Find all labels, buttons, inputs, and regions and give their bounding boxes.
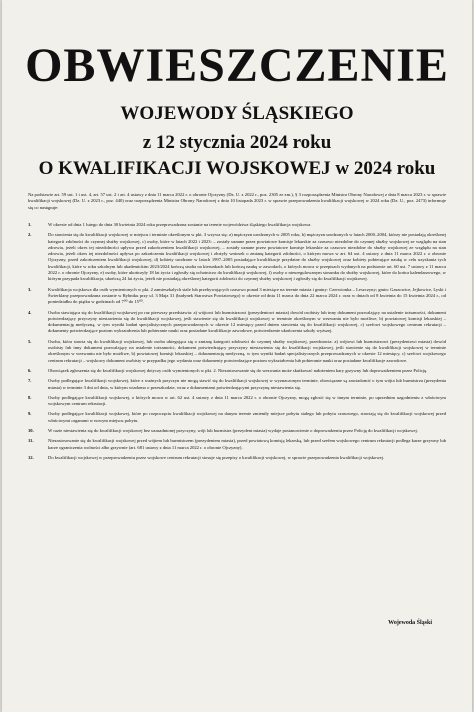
item-number: 5. bbox=[28, 338, 32, 344]
item-number: 3. bbox=[28, 286, 32, 292]
list-item bbox=[28, 368, 446, 374]
item-text: W razie niestawienia się do kwalifikacji wojskowej bez uzasadnionej przyczyny, wójt lub burmistrz (prezydent miasta) wydaje postanowienie o doprowadzeniu przez Policję do kwalifikacji wojskowej. bbox=[48, 428, 418, 434]
issuer-heading: WOJEWODY ŚLĄSKIEGO bbox=[120, 103, 354, 124]
item-text: Osoby podlegające kwalifikacji wojskowej, które po rozpoczęciu kwalifikacji wojskowej na danym terenie zmieniły miejsce pobytu stałego lub pobytu czasowego, stawiają się do kwalifikacji wojskowej przed właściwymi organami w nowym miejscu pobytu. bbox=[48, 411, 446, 423]
list-item bbox=[28, 222, 446, 228]
list-item bbox=[28, 287, 446, 306]
list-item bbox=[28, 232, 446, 282]
item-text: Osoby podlegające kwalifikacji wojskowej, które z ważnych przyczyn nie mogą stawić się do kwalifikacji wojskowej w wyznaczonym terminie, obowiązane są zawiadomić o tym wójta lub burmistrza (prezydenta miasta) w terminie 3 dni od dnia, w którym wiadomo o przeszkodzie, wraz z dokumentami potwierdzającymi przyczynę niestawienia się. bbox=[48, 378, 446, 390]
list-item bbox=[28, 310, 446, 335]
list-item bbox=[28, 378, 446, 391]
item-text: Do kwalifikacji wojskowej w przeprowadzeniu przez wojskowe centrum rekrutacji stosuje się przepisy o kwalifikacji wojskowej, w sprawie przeprowadzenia kwalifikacji wojskowej. bbox=[48, 454, 385, 460]
numbered-list bbox=[28, 222, 446, 461]
item-number: 9. bbox=[28, 411, 32, 417]
list-item bbox=[28, 395, 446, 408]
item-number: 4. bbox=[28, 309, 32, 315]
item-number: 12. bbox=[28, 454, 34, 460]
item-number: 8. bbox=[28, 394, 32, 400]
item-text: Niezastosowanie się do kwalifikacji wojskowej przed wójtem lub burmistrzem (prezydentem miasta), przed powiatową komisją lekarską, lub przed szefem wojskowego centrum rekrutacji podlega karze grzywny lub karze ograniczenia wolności albo grzywnie (art. 681 ustawy z dnia 11 marca 2022 r. o obronie Ojczyzny). bbox=[48, 438, 446, 450]
item-text: Osoby podlegające kwalifikacji wojskowej, o których mowa w art. 62 ust. 4 ustawy z dnia 11 marca 2022 r. o obronie Ojczyzny, mogą zgłosić się w innym terminie, po uprzednim uzgodnieniu z właściwym wojskowym centrum rekrutacji. bbox=[48, 394, 446, 407]
item-text: Osoba stawiająca się do kwalifikacji wojskowej po raz pierwszy przedstawia: a) wójtowi lub burmistrzowi (prezydentowi miasta) dowód osobisty lub inny dokument pozwalający na ustalenie tożsamości, dokument potwierdzający przyczyny niestawienia się do kwalifikacji wojskowej, jeśli stawienie się do kwalifikacji wojskowej w terminie określonym w wezwaniu nie było możliwe, b) powiatowej komisji lekarskiej – dokumentację medyczną, w tym wyniki badań specjalistycznych przeprowadzonych w okresie 12 miesięcy przed dniem stawienia się do kwalifikacji wojskowej, c) szefowi wojskowego centrum rekrutacji – dokumenty potwierdzające poziom wykształcenia lub pobieranie nauki oraz posiadane kwalifikacje zawodowe, potwierdzenie ukończenia szkoły wyższej. bbox=[48, 309, 446, 334]
notice-title: OBWIESZCZENIE bbox=[25, 39, 449, 92]
date-heading: z 12 stycznia 2024 roku bbox=[142, 132, 332, 153]
item-text: Kwalifikacja wojskowa dla osób wymienionych w pkt. 2 zamieszkałych stale lub przebywających czasowo ponad 3 miesiące na terenie miasta i gminy: Czerwionka – Leszczyny; gmin: Gaszowice, Jejkowice, Lyski i Świerklany przeprowadzana zostanie w Rybniku przy ul. 3 Maja 31 (budynek Starostwa Powiatowego) w okresie od dnia 11 marca do dnia 22 marca 2024 r. oraz w dniach od 8 kwietnia do 15 kwietnia 2024 r., od poniedziałku do piątku w godzinach od 7⁰⁰ do 15⁰⁰. bbox=[48, 286, 446, 305]
signature: Wojewoda Śląski bbox=[388, 620, 432, 626]
item-number: 6. bbox=[28, 367, 32, 373]
item-number: 10. bbox=[28, 428, 34, 434]
item-number: 1. bbox=[28, 222, 32, 227]
item-number: 11. bbox=[28, 438, 34, 444]
item-text: Obowiązek zgłoszenia się do kwalifikacji wojskowej dotyczy osób wymienionych w pkt. 2. Niezastosowanie się do wezwania może skutkować nałożeniem kary grzywny lub doprowadzeniem przez Policję. bbox=[48, 367, 428, 373]
item-text: W okresie od dnia 1 lutego do dnia 30 kwietnia 2024 roku przeprowadzona zostanie na terenie województwa śląskiego kwalifikacja wojskowa. bbox=[48, 222, 312, 227]
list-item bbox=[28, 339, 446, 364]
subject-heading: O KWALIFIKACJI WOJSKOWEJ w 2024 roku bbox=[38, 158, 436, 179]
list-item bbox=[28, 428, 446, 434]
legal-basis-paragraph: Na podstawie art. 59 ust. 1 i ust. 4, art. 57 ust. 2 i art. 4 ustawy z dnia 11 marca 2022 r. o obronie Ojczyzny (Dz. U. z 2022 r., poz. 2305 ze zm.), § 3 rozporządzenia Ministra Obrony Narodowej z dnia 8 marca 2023 r. w sprawie kwalifikacji wojskowej (Dz. U. z 2023 r., poz. 440) oraz rozporządzenia Ministra Obrony Narodowej z dnia 10 listopada 2023 r. w sprawie przeprowadzenia kwalifikacji wojskowej w 2024 roku (Dz. U., poz. 2473) informuje się co następuje: bbox=[28, 192, 446, 210]
list-item bbox=[28, 438, 446, 451]
notice-sheet bbox=[2, 0, 472, 712]
list-item bbox=[28, 411, 446, 424]
list-item bbox=[28, 455, 446, 461]
item-text: Osoba, która stawia się do kwalifikacji wojskowej, lub osoba ubiegająca się o zmianę kategorii zdolności do czynnej służby wojskowej, przedstawia: a) wójtowi lub burmistrzowi (prezydentowi miasta) dowód osobisty lub inny dokument pozwalający na ustalenie tożsamości, dokument potwierdzający przyczyny niestawienia się do kwalifikacji wojskowej, jeśli stawienie się do kwalifikacji wojskowej w terminie określonym w wezwaniu nie było możliwe, b) powiatowej komisji lekarskiej – dokumentację medyczną, w tym wyniki badań specjalistycznych przeprowadzonych w okresie 12 miesięcy, c) szefowi wojskowego centrum rekrutacji – wojskowy dokument osobisty w przypadku jego wydania oraz dokumenty potwierdzające poziom wykształcenia lub pobieranie nauki oraz posiadane kwalifikacje zawodowe. bbox=[48, 338, 446, 363]
item-number: 7. bbox=[28, 378, 32, 384]
item-text: Do stawienia się do kwalifikacji wojskowej w miejscu i terminie określonym w pkt. 3 wzywa się: a) mężczyzn urodzonych w 2005 roku, b) mężczyzn urodzonych w latach 2000–2004, którzy nie posiadają określonej kategorii zdolności do czynnej służby wojskowej, c) osoby, które w latach 2022 i 2023: – zostały uznane przez powiatowe komisje lekarskie za czasowo niezdolne do czynnej służby wojskowej ze względu na stan zdrowia, jeżeli okres tej niezdolności upływa przed zakończeniem kwalifikacji wojskowej, – zostały uznane przez powiatowe komisje lekarskie za czasowo niezdolne do służby wojskowej ze względu na stan zdrowia, jeżeli okres tej niezdolności upływa po zakończeniu kwalifikacji wojskowej i złożyły wniosek o zmianę kategorii zdolności, o którym mowa w art. 64 ust. 4 ustawy z dnia 11 marca 2022 r. o obronie Ojczyzny, przed zakończeniem kwalifikacji wojskowej, d) kobiety urodzone w latach 1997–2005 posiadające kwalifikacje przydatne do służby wojskowej oraz kobiety pobierające naukę w celu uzyskania tych kwalifikacji, które w roku szkolnym lub akademickim 2023/2024 kończą studia na kierunkach lub kończą naukę w zawodach, o których mowa w przepisach wydanych na podstawie art. 60 ust. 7 ustawy z 11 marca 2022 r. o obronie Ojczyzny, e) osoby, które ukończyły 18 lat życia i zgłosiły się ochotniczo do kwalifikacji wojskowej, f) osoby o nieuregulowanym stosunku do służby wojskowej, które do końca kalendarzowego, w którym przypada kwalifikacja, ukończą 24 lat życia, jeżeli nie posiadają określonej kategorii zdolności do czynnej służby wojskowej i zgłosiły się do kwalifikacji wojskowej. bbox=[48, 232, 446, 282]
item-number: 2. bbox=[28, 232, 32, 238]
